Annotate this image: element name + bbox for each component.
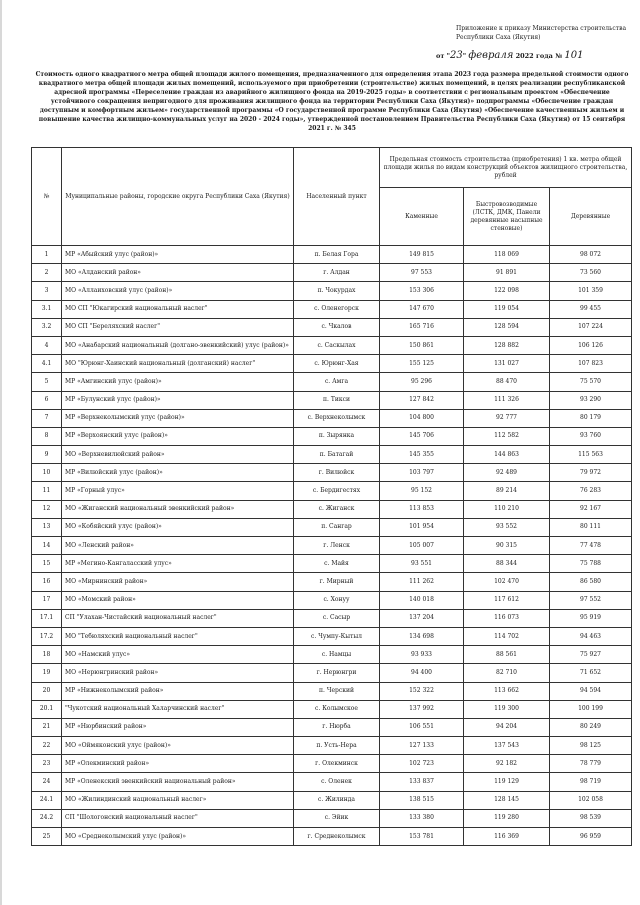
- row-number: 18: [32, 646, 62, 664]
- row-number: 13: [32, 518, 62, 536]
- row-district: СП "Улахан-Чистайский национальный наслег": [62, 609, 294, 627]
- row-district: МО «Ленский район»: [62, 537, 294, 555]
- row-district: МР «Вилюйский улус (район)»: [62, 464, 294, 482]
- row-stone-cost: 94 400: [380, 664, 464, 682]
- row-district: МР «Верхоянский улус (район)»: [62, 427, 294, 445]
- row-fast-built-cost: 92 489: [464, 464, 550, 482]
- row-wood-cost: 86 580: [550, 573, 632, 591]
- row-district: МР «Нижнеколымский район»: [62, 682, 294, 700]
- row-wood-cost: 93 760: [550, 427, 632, 445]
- row-stone-cost: 153 306: [380, 282, 464, 300]
- row-number: 4.1: [32, 355, 62, 373]
- row-wood-cost: 101 359: [550, 282, 632, 300]
- row-district: МО «Алданский район»: [62, 264, 294, 282]
- row-number: 10: [32, 464, 62, 482]
- row-number: 20: [32, 682, 62, 700]
- row-number: 24.2: [32, 809, 62, 827]
- order-number: 101: [564, 50, 584, 61]
- row-wood-cost: 98 539: [550, 809, 632, 827]
- row-district: МО «Оймяконский улус (район)»: [62, 737, 294, 755]
- row-number: 22: [32, 737, 62, 755]
- order-mid: ": [462, 52, 467, 60]
- row-settlement: г. Алдан: [294, 264, 380, 282]
- row-district: МО «Момский район»: [62, 591, 294, 609]
- row-stone-cost: 133 837: [380, 773, 464, 791]
- row-stone-cost: 93 933: [380, 646, 464, 664]
- order-month: февраля: [468, 50, 514, 61]
- row-district: МР «Абыйский улус (район)»: [62, 246, 294, 264]
- row-district: МО СП "Юкагирский национальный наслег": [62, 300, 294, 318]
- row-stone-cost: 106 551: [380, 718, 464, 736]
- row-wood-cost: 99 455: [550, 300, 632, 318]
- table-row: [32, 518, 632, 536]
- row-number: 6: [32, 391, 62, 409]
- table-row: [32, 627, 632, 645]
- row-settlement: п. Черский: [294, 682, 380, 700]
- row-stone-cost: 137 992: [380, 700, 464, 718]
- row-number: 16: [32, 573, 62, 591]
- row-stone-cost: 102 723: [380, 755, 464, 773]
- row-district: МР «Горный улус»: [62, 482, 294, 500]
- row-fast-built-cost: 82 710: [464, 664, 550, 682]
- row-number: 1: [32, 246, 62, 264]
- row-district: МО «Мирнинский район»: [62, 573, 294, 591]
- row-settlement: с. Намцы: [294, 646, 380, 664]
- table-row: [32, 718, 632, 736]
- table-row: [32, 791, 632, 809]
- row-number: 25: [32, 828, 62, 846]
- row-district: МР «Булунский улус (район)»: [62, 391, 294, 409]
- row-settlement: с. Оленегорск: [294, 300, 380, 318]
- row-district: МО «Анабарский национальный (долгано-эвенкийский) улус (район)»: [62, 336, 294, 354]
- row-fast-built-cost: 128 145: [464, 791, 550, 809]
- row-wood-cost: 75 927: [550, 646, 632, 664]
- row-district: МО "Юрюнг-Хаинский национальный (долганский) наслег": [62, 355, 294, 373]
- table-row: [32, 246, 632, 264]
- row-wood-cost: 76 283: [550, 482, 632, 500]
- row-stone-cost: 95 296: [380, 373, 464, 391]
- table-row: [32, 446, 632, 464]
- row-settlement: г. Среднеколымск: [294, 828, 380, 846]
- row-stone-cost: 111 262: [380, 573, 464, 591]
- row-settlement: п. Тикси: [294, 391, 380, 409]
- order-prefix: от ": [436, 52, 451, 60]
- table-row: [32, 464, 632, 482]
- row-fast-built-cost: 119 129: [464, 773, 550, 791]
- row-settlement: с. Чкалов: [294, 318, 380, 336]
- row-settlement: с. Майя: [294, 555, 380, 573]
- header-construction-group: Предельная стоимость строительства (приобретения) 1 кв. метра общей площади жилья по видам конструкций объектов жилищного строительства, рублей: [380, 148, 632, 188]
- document-title: Стоимость одного квадратного метра общей площади жилого помещения, предназначенного для определения этапа 2023 года размера предельной стоимости одного квадратного метра общей площади жилых помещений, используемого при приобретении (строительстве) жилых помещений, в целях реализации республиканской адресной программы «Переселение граждан из аварийного жилищного фонда на 2019-2025 годы» в соответствии с региональным проектом «Обеспечение устойчивого сокращения непригодного для проживания жилищного фонда на территории Республики Саха (Якутия)» подпрограммы «Обеспечение граждан доступным и комфортным жильем» государственной программы «О государственной программе Республики Саха (Якутия) «Обеспечение качественным жильем и повышение качества жилищно-коммунальных услуг на 2020 - 2024 годы», утвержденной постановлением Правительства Республики Саха (Якутия) от 15 сентября 2021 г. № 345: [35, 71, 629, 132]
- row-wood-cost: 73 560: [550, 264, 632, 282]
- row-number: 23: [32, 755, 62, 773]
- row-wood-cost: 106 126: [550, 336, 632, 354]
- row-wood-cost: 115 563: [550, 446, 632, 464]
- row-fast-built-cost: 144 863: [464, 446, 550, 464]
- annex-caption: Приложение к приказу Министерства строительства Республики Саха (Якутия): [456, 25, 627, 41]
- table-row: [32, 336, 632, 354]
- row-stone-cost: 127 842: [380, 391, 464, 409]
- row-fast-built-cost: 114 702: [464, 627, 550, 645]
- row-fast-built-cost: 116 369: [464, 828, 550, 846]
- row-stone-cost: 127 133: [380, 737, 464, 755]
- row-number: 21: [32, 718, 62, 736]
- row-fast-built-cost: 137 543: [464, 737, 550, 755]
- row-wood-cost: 75 570: [550, 373, 632, 391]
- table-row: [32, 300, 632, 318]
- row-fast-built-cost: 88 344: [464, 555, 550, 573]
- row-wood-cost: 78 779: [550, 755, 632, 773]
- row-fast-built-cost: 119 300: [464, 700, 550, 718]
- row-settlement: г. Нюрба: [294, 718, 380, 736]
- table-row: [32, 555, 632, 573]
- row-fast-built-cost: 119 280: [464, 809, 550, 827]
- row-number: 24: [32, 773, 62, 791]
- table-row: [32, 427, 632, 445]
- table-row: [32, 773, 632, 791]
- table-row: [32, 537, 632, 555]
- row-district: МО СП "Береляхский наслег": [62, 318, 294, 336]
- row-stone-cost: 145 706: [380, 427, 464, 445]
- row-wood-cost: 79 972: [550, 464, 632, 482]
- row-settlement: с. Хонуу: [294, 591, 380, 609]
- row-district: МР «Верхнеколымский улус (район)»: [62, 409, 294, 427]
- row-number: 20.1: [32, 700, 62, 718]
- row-number: 4: [32, 336, 62, 354]
- scan-edge: [0, 0, 2, 905]
- row-settlement: с. Верхнеколымск: [294, 409, 380, 427]
- row-wood-cost: 98 719: [550, 773, 632, 791]
- row-district: МО «Нерюнгринский район»: [62, 664, 294, 682]
- table-row: [32, 482, 632, 500]
- row-fast-built-cost: 92 182: [464, 755, 550, 773]
- row-number: 24.1: [32, 791, 62, 809]
- row-settlement: с. Амга: [294, 373, 380, 391]
- row-settlement: г. Нерюнгри: [294, 664, 380, 682]
- table-row: [32, 700, 632, 718]
- row-settlement: п. Усть-Нера: [294, 737, 380, 755]
- row-stone-cost: 93 551: [380, 555, 464, 573]
- row-settlement: п. Батагай: [294, 446, 380, 464]
- row-district: СП "Шологонский национальный наслег": [62, 809, 294, 827]
- row-number: 5: [32, 373, 62, 391]
- row-settlement: п. Белая Гора: [294, 246, 380, 264]
- row-settlement: с. Бердигестях: [294, 482, 380, 500]
- row-wood-cost: 93 290: [550, 391, 632, 409]
- row-number: 12: [32, 500, 62, 518]
- table-row: [32, 373, 632, 391]
- table-row: [32, 828, 632, 846]
- row-number: 3.1: [32, 300, 62, 318]
- row-fast-built-cost: 90 315: [464, 537, 550, 555]
- row-wood-cost: 80 179: [550, 409, 632, 427]
- table-row: [32, 591, 632, 609]
- row-fast-built-cost: 117 612: [464, 591, 550, 609]
- row-settlement: г. Вилюйск: [294, 464, 380, 482]
- row-district: МР «Оленекский эвенкийский национальный район»: [62, 773, 294, 791]
- row-wood-cost: 96 959: [550, 828, 632, 846]
- row-wood-cost: 71 652: [550, 664, 632, 682]
- row-fast-built-cost: 93 552: [464, 518, 550, 536]
- row-number: 3.2: [32, 318, 62, 336]
- table-row: [32, 755, 632, 773]
- row-stone-cost: 97 553: [380, 264, 464, 282]
- table-row: [32, 809, 632, 827]
- row-fast-built-cost: 128 594: [464, 318, 550, 336]
- header-stone: Каменные: [380, 188, 464, 246]
- row-number: 17.1: [32, 609, 62, 627]
- row-stone-cost: 101 954: [380, 518, 464, 536]
- table-row: [32, 573, 632, 591]
- order-day: 23: [450, 50, 463, 61]
- row-stone-cost: 113 853: [380, 500, 464, 518]
- row-district: МО "Тебюляхский национальный наслег": [62, 627, 294, 645]
- table-row: [32, 318, 632, 336]
- row-settlement: с. Колымское: [294, 700, 380, 718]
- row-number: 3: [32, 282, 62, 300]
- row-fast-built-cost: 113 662: [464, 682, 550, 700]
- row-fast-built-cost: 92 777: [464, 409, 550, 427]
- row-district: МО «Кобяйский улус (район)»: [62, 518, 294, 536]
- row-wood-cost: 77 478: [550, 537, 632, 555]
- table-row: [32, 646, 632, 664]
- row-stone-cost: 147 670: [380, 300, 464, 318]
- row-wood-cost: 75 788: [550, 555, 632, 573]
- row-fast-built-cost: 89 214: [464, 482, 550, 500]
- row-fast-built-cost: 119 054: [464, 300, 550, 318]
- cost-table: [31, 147, 632, 846]
- header-district: Муниципальные районы, городские округа Республики Саха (Якутия): [62, 148, 294, 246]
- row-stone-cost: 152 322: [380, 682, 464, 700]
- row-settlement: с. Оленек: [294, 773, 380, 791]
- row-number: 17: [32, 591, 62, 609]
- row-fast-built-cost: 122 098: [464, 282, 550, 300]
- row-stone-cost: 104 800: [380, 409, 464, 427]
- row-fast-built-cost: 131 027: [464, 355, 550, 373]
- table-row: [32, 609, 632, 627]
- row-stone-cost: 155 125: [380, 355, 464, 373]
- row-wood-cost: 98 125: [550, 737, 632, 755]
- row-number: 8: [32, 427, 62, 445]
- row-wood-cost: 80 111: [550, 518, 632, 536]
- row-settlement: п. Чокурдах: [294, 282, 380, 300]
- row-fast-built-cost: 116 073: [464, 609, 550, 627]
- row-district: МО «Верхневилюйский район»: [62, 446, 294, 464]
- row-stone-cost: 137 204: [380, 609, 464, 627]
- row-fast-built-cost: 91 891: [464, 264, 550, 282]
- row-fast-built-cost: 88 561: [464, 646, 550, 664]
- row-number: 14: [32, 537, 62, 555]
- row-settlement: с. Чумпу-Кытыл: [294, 627, 380, 645]
- row-settlement: г. Олекминск: [294, 755, 380, 773]
- row-settlement: с. Юрюнг-Хая: [294, 355, 380, 373]
- row-stone-cost: 153 781: [380, 828, 464, 846]
- row-fast-built-cost: 128 882: [464, 336, 550, 354]
- header-wood: Деревянные: [550, 188, 632, 246]
- row-district: МР «Амгинский улус (район)»: [62, 373, 294, 391]
- row-stone-cost: 149 815: [380, 246, 464, 264]
- row-stone-cost: 133 380: [380, 809, 464, 827]
- table-body: [32, 246, 632, 846]
- row-stone-cost: 138 515: [380, 791, 464, 809]
- row-number: 7: [32, 409, 62, 427]
- row-settlement: с. Жилинда: [294, 791, 380, 809]
- row-stone-cost: 150 861: [380, 336, 464, 354]
- row-stone-cost: 105 007: [380, 537, 464, 555]
- row-wood-cost: 80 249: [550, 718, 632, 736]
- table-row: [32, 737, 632, 755]
- row-fast-built-cost: 94 204: [464, 718, 550, 736]
- row-settlement: с. Эйик: [294, 809, 380, 827]
- table-row: [32, 264, 632, 282]
- row-stone-cost: 103 797: [380, 464, 464, 482]
- table-row: [32, 500, 632, 518]
- table-row: [32, 664, 632, 682]
- row-wood-cost: 94 463: [550, 627, 632, 645]
- row-wood-cost: 100 199: [550, 700, 632, 718]
- header-settlement: Населенный пункт: [294, 148, 380, 246]
- row-fast-built-cost: 112 582: [464, 427, 550, 445]
- row-stone-cost: 145 355: [380, 446, 464, 464]
- table-row: [32, 282, 632, 300]
- row-stone-cost: 95 152: [380, 482, 464, 500]
- row-fast-built-cost: 110 210: [464, 500, 550, 518]
- row-wood-cost: 92 167: [550, 500, 632, 518]
- row-district: МР «Мегино-Кангаласский улус»: [62, 555, 294, 573]
- row-stone-cost: 140 018: [380, 591, 464, 609]
- row-wood-cost: 97 552: [550, 591, 632, 609]
- order-year: 2022 года №: [515, 52, 565, 60]
- row-number: 2: [32, 264, 62, 282]
- table-row: [32, 682, 632, 700]
- row-number: 19: [32, 664, 62, 682]
- row-settlement: п. Сангар: [294, 518, 380, 536]
- header-num: №: [32, 148, 62, 246]
- row-wood-cost: 102 058: [550, 791, 632, 809]
- row-district: МР «Нюрбинский район»: [62, 718, 294, 736]
- row-number: 11: [32, 482, 62, 500]
- row-wood-cost: 98 072: [550, 246, 632, 264]
- row-district: МО «Намский улус»: [62, 646, 294, 664]
- row-fast-built-cost: 111 326: [464, 391, 550, 409]
- row-fast-built-cost: 88 470: [464, 373, 550, 391]
- row-district: МО «Среднеколымский улус (район)»: [62, 828, 294, 846]
- row-district: МО «Жилиндинский национальный наслег»: [62, 791, 294, 809]
- row-settlement: г. Мирный: [294, 573, 380, 591]
- row-fast-built-cost: 118 069: [464, 246, 550, 264]
- row-stone-cost: 165 716: [380, 318, 464, 336]
- row-fast-built-cost: 102 470: [464, 573, 550, 591]
- row-district: МР «Олекминский район»: [62, 755, 294, 773]
- row-wood-cost: 107 224: [550, 318, 632, 336]
- row-stone-cost: 134 698: [380, 627, 464, 645]
- row-number: 17.2: [32, 627, 62, 645]
- order-line: [436, 50, 636, 61]
- row-wood-cost: 95 919: [550, 609, 632, 627]
- row-settlement: с. Жиганск: [294, 500, 380, 518]
- header-fast-built: Быстровозводимые (ЛСТК, ДМК, Панели деревянные насыпные стеновые): [464, 188, 550, 246]
- table-row: [32, 409, 632, 427]
- row-wood-cost: 107 823: [550, 355, 632, 373]
- table-row: [32, 391, 632, 409]
- row-settlement: с. Саскылах: [294, 336, 380, 354]
- row-district: "Чукотский национальный Халарчинский наслег": [62, 700, 294, 718]
- row-settlement: г. Ленск: [294, 537, 380, 555]
- row-district: МО «Аллаиховский улус (район)»: [62, 282, 294, 300]
- row-district: МО «Жиганский национальный эвенкийский район»: [62, 500, 294, 518]
- row-number: 9: [32, 446, 62, 464]
- row-wood-cost: 94 594: [550, 682, 632, 700]
- row-number: 15: [32, 555, 62, 573]
- row-settlement: п. Зырянка: [294, 427, 380, 445]
- table-row: [32, 355, 632, 373]
- row-settlement: с. Сасыр: [294, 609, 380, 627]
